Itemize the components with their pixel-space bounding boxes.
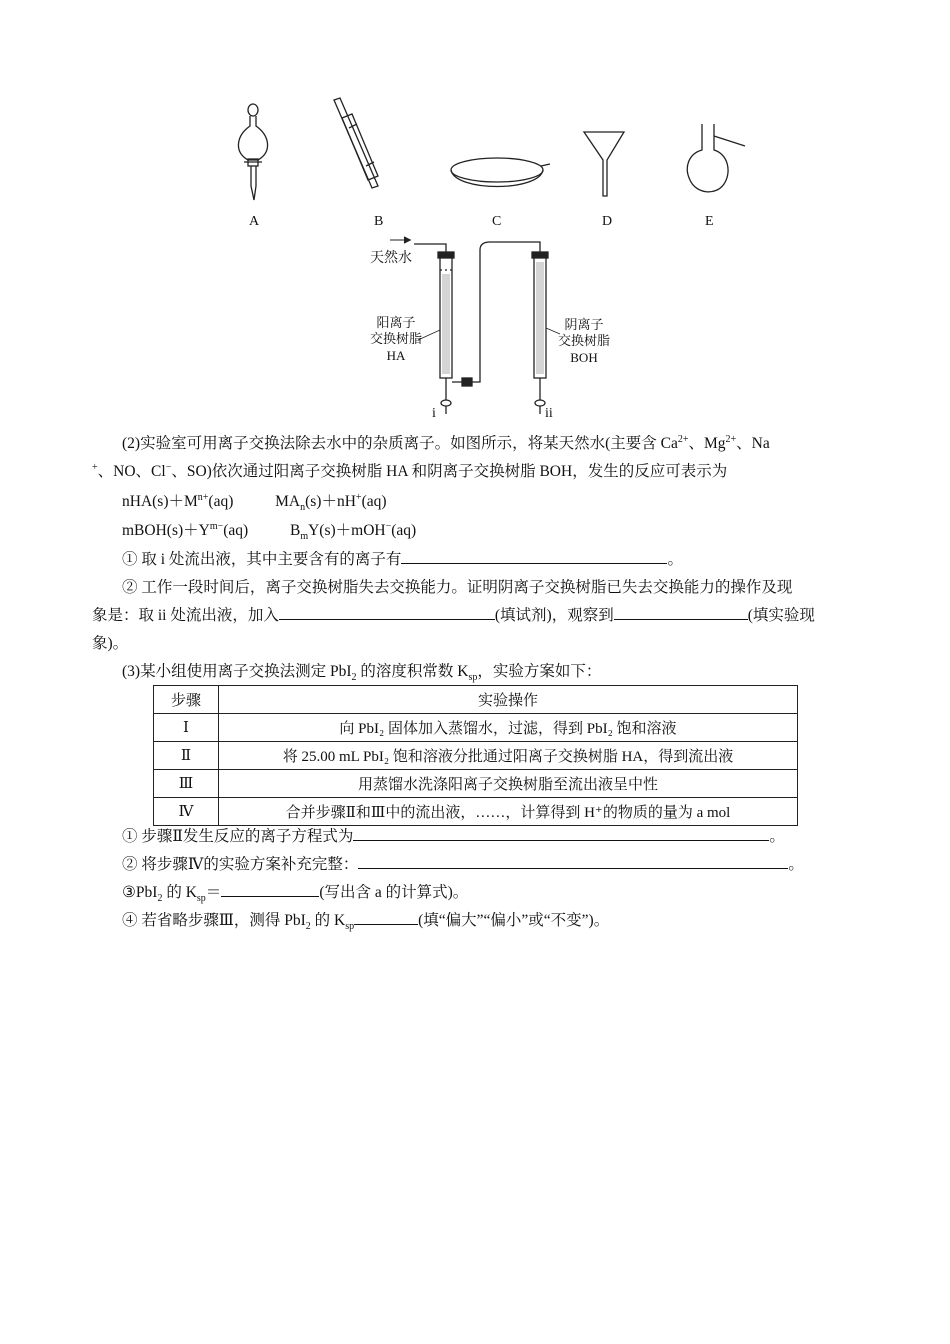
- resin-ha-label: 阳离子 交换树脂 HA: [369, 316, 422, 363]
- table-row: [154, 714, 798, 742]
- phenomenon-blank[interactable]: [614, 603, 748, 620]
- table-header: 步骤: [154, 686, 219, 714]
- table-row: [154, 742, 798, 770]
- question-3-2: ② 将步骤Ⅳ的实验方案补充完整： 。: [122, 851, 902, 879]
- apparatus-figure: [0, 0, 950, 430]
- condenser-icon: [334, 98, 378, 188]
- resin-boh-label: 阴离子 交换树脂 BOH: [557, 318, 610, 365]
- question-3-3: ③PbI$_2$ 的 $K_{sp}=$ (写出含 a 的计算式)。: [122, 879, 902, 907]
- step-operation: 合并步骤Ⅱ和Ⅲ中的流出液，……，计算得到 H⁺的物质的量为 a mol: [219, 798, 798, 826]
- separatory-funnel-icon: [238, 104, 267, 200]
- step-operation: 将 25.00 mL PbI₂ 饱和溶液分批通过阳离子交换树脂 HA，得到流出液: [219, 742, 798, 770]
- label-b: B: [374, 214, 384, 229]
- label-e: E: [705, 214, 714, 229]
- table-header-row: [154, 686, 798, 714]
- answer-blank[interactable]: [401, 547, 667, 564]
- flask-icon: [687, 124, 745, 192]
- step-operation: 用蒸馏水洗涤阳离子交换树脂至流出液呈中性: [219, 770, 798, 798]
- part2-intro-line2: +、NO、Cl−、SO)依次通过阳离子交换树脂 HA 和阴离子交换树脂 BOH，发生的反应可表示为: [92, 461, 728, 480]
- part3-intro: (3)某小组使用离子交换法测定 PbI$_2$ 的溶度积常数 $K_{sp}$，实验方案如下：: [122, 663, 602, 684]
- table-header: 实验操作: [219, 686, 798, 714]
- question-2-2-line1: ② 工作一段时间后，离子交换树脂失去交换能力。证明阴离子交换树脂已失去交换能力的操作及现: [122, 579, 793, 596]
- water-label: 天然水: [370, 250, 412, 266]
- equation-2: $mBOH(s)+Y^{m-}(aq)$ $B_mY(s)+mOH^-(aq)$: [122, 520, 417, 543]
- reagent-blank[interactable]: [279, 603, 495, 620]
- equation-blank[interactable]: [353, 824, 769, 841]
- effect-blank[interactable]: [354, 908, 418, 925]
- label-c: C: [492, 214, 502, 229]
- evaporating-dish-icon: [451, 158, 550, 187]
- ksp-blank[interactable]: [221, 880, 319, 897]
- question-3-4: ④ 若省略步骤Ⅲ，测得 PbI$_2$ 的 $K_{sp}$ (填“偏大”“偏小”或“不变”)。: [122, 907, 902, 935]
- question-2-2-line2: 象是：取 ii 处流出液，加入 (填试剂)，观察到 (填实验现: [92, 602, 872, 630]
- step-number: Ⅲ: [154, 770, 219, 798]
- label-a: A: [249, 214, 260, 229]
- step-number: Ⅳ: [154, 798, 219, 826]
- outlet-i-label: i: [432, 406, 436, 421]
- step-number: Ⅰ: [154, 714, 219, 742]
- table-row: [154, 770, 798, 798]
- table-row: [154, 798, 798, 826]
- question-2-2-line3: 象)。: [92, 635, 129, 652]
- step-operation: 向 PbI₂ 固体加入蒸馏水，过滤，得到 PbI₂ 饱和溶液: [219, 714, 798, 742]
- step-number: Ⅱ: [154, 742, 219, 770]
- part2-intro-line1: (2)实验室可用离子交换法除去水中的杂质离子。如图所示，将某天然水(主要含 $Ca^{2+}$、$Mg^{2+}$、Na: [122, 433, 770, 452]
- label-d: D: [602, 214, 613, 229]
- funnel-icon: [584, 132, 624, 196]
- question-2-1: ① 取 i 处流出液，其中主要含有的离子有 。: [122, 546, 902, 574]
- procedure-blank[interactable]: [358, 852, 788, 869]
- procedure-table: [153, 685, 798, 826]
- question-3-1: ① 步骤Ⅱ发生反应的离子方程式为 。: [122, 823, 902, 851]
- outlet-ii-label: ii: [545, 406, 553, 421]
- equation-1: $nHA(s)+M^{n+}(aq)$ $MA_n(s)+nH^+(aq)$: [122, 491, 387, 514]
